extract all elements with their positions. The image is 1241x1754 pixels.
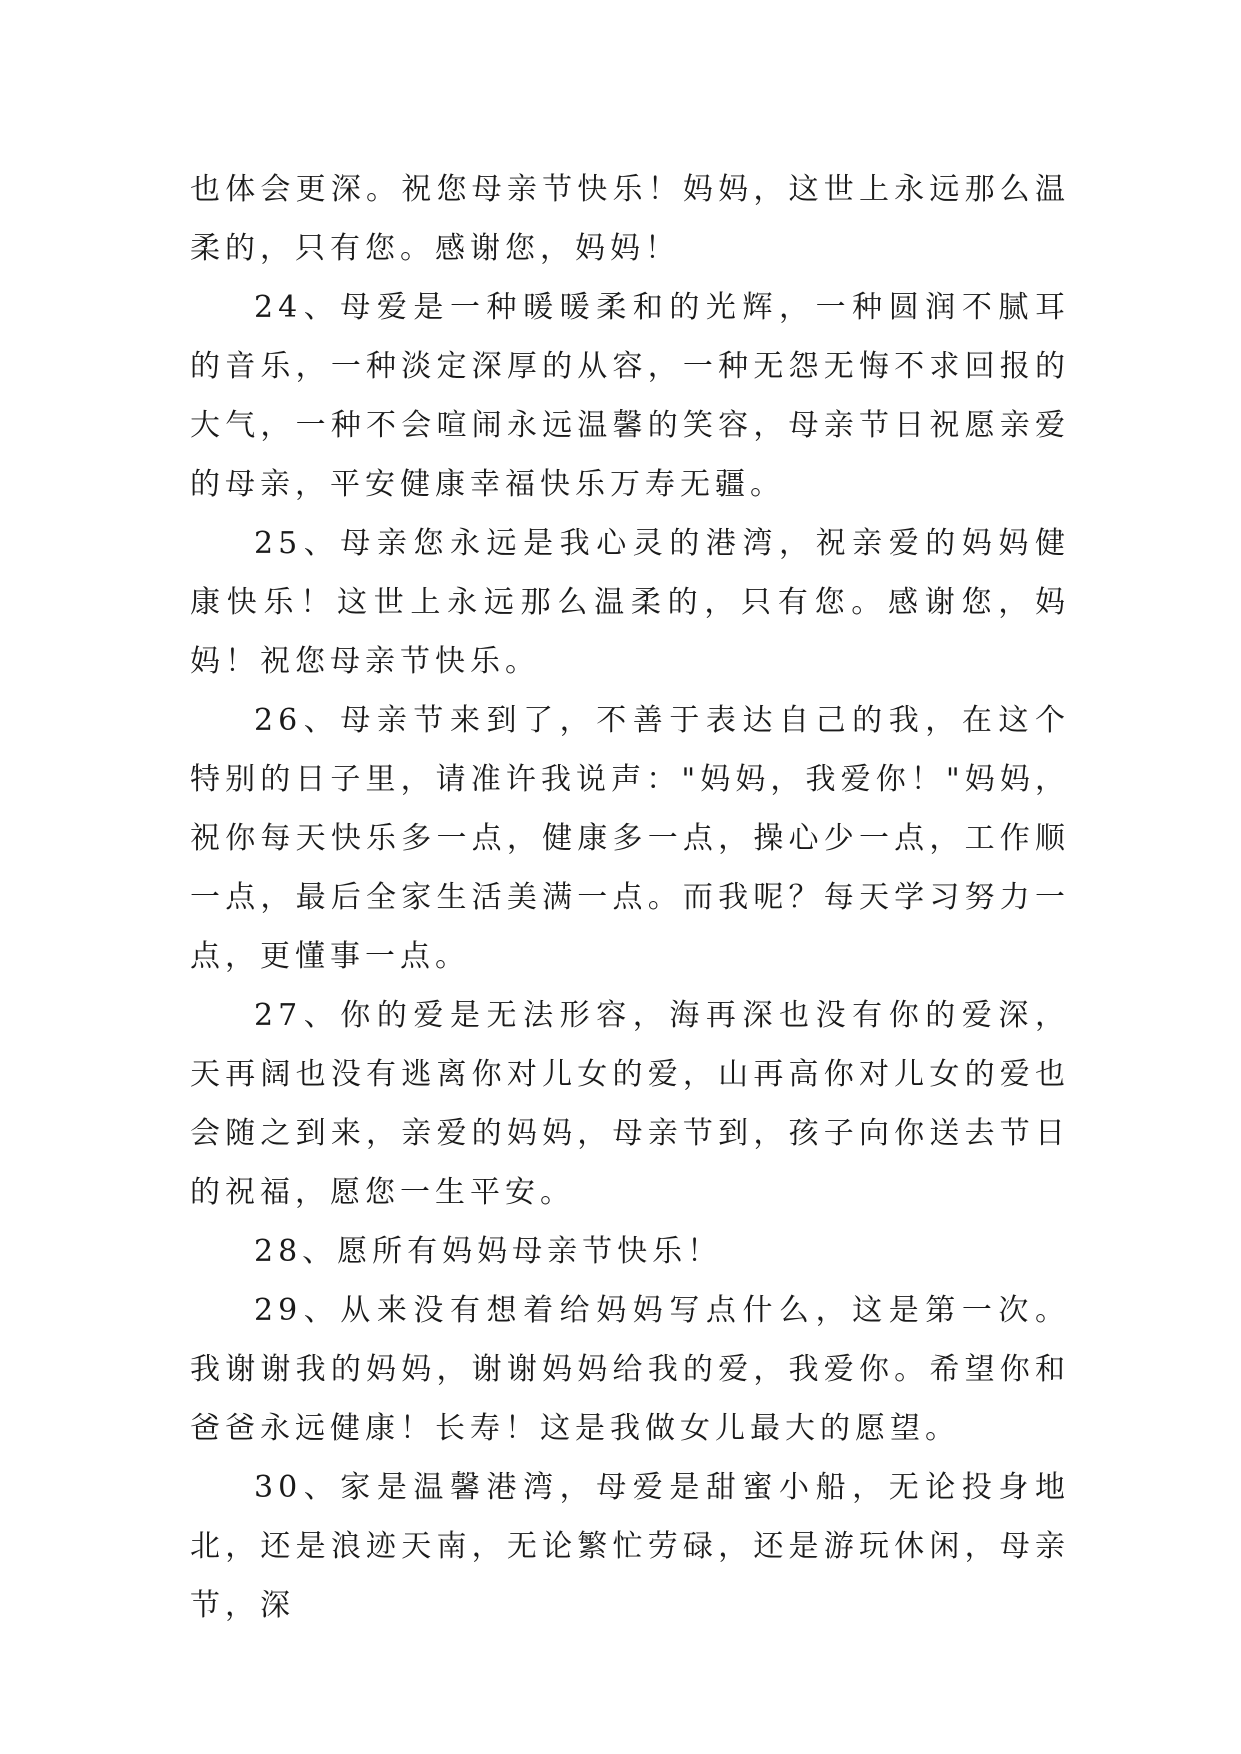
document-body <box>190 160 1070 1635</box>
paragraph-27: 27、你的爱是无法形容，海再深也没有你的爱深，天再阔也没有逃离你对儿女的爱，山再高你对儿女的爱也会随之到来，亲爱的妈妈，母亲节到，孩子向你送去节日的祝福，愿您一生平安。 <box>190 998 1070 1210</box>
paragraph-26: 26、母亲节来到了，不善于表达自己的我，在这个特别的日子里，请准许我说声："妈妈，我爱你！"妈妈，祝你每天快乐多一点，健康多一点，操心少一点，工作顺一点，最后全家生活美满一点。而我呢？每天学习努力一点，更懂事一点。 <box>190 703 1070 974</box>
paragraph-24: 24、母爱是一种暖暖柔和的光辉，一种圆润不腻耳的音乐，一种淡定深厚的从容，一种无怨无悔不求回报的大气，一种不会喧闹永远温馨的笑容，母亲节日祝愿亲爱的母亲，平安健康幸福快乐万寿无疆。 <box>190 290 1070 502</box>
paragraph-30: 30、家是温馨港湾，母爱是甜蜜小船，无论投身地北，还是浪迹天南，无论繁忙劳碌，还是游玩休闲，母亲节，深 <box>190 1470 1070 1623</box>
paragraph-29: 29、从来没有想着给妈妈写点什么，这是第一次。我谢谢我的妈妈，谢谢妈妈给我的爱，我爱你。希望你和爸爸永远健康！长寿！这是我做女儿最大的愿望。 <box>190 1293 1070 1446</box>
paragraph-28: 28、愿所有妈妈母亲节快乐！ <box>254 1234 723 1269</box>
paragraph-continuation: 也体会更深。祝您母亲节快乐！妈妈，这世上永远那么温柔的，只有您。感谢您，妈妈！ <box>190 172 1070 266</box>
paragraph-25: 25、母亲您永远是我心灵的港湾，祝亲爱的妈妈健康快乐！这世上永远那么温柔的，只有您。感谢您，妈妈！祝您母亲节快乐。 <box>190 526 1070 679</box>
